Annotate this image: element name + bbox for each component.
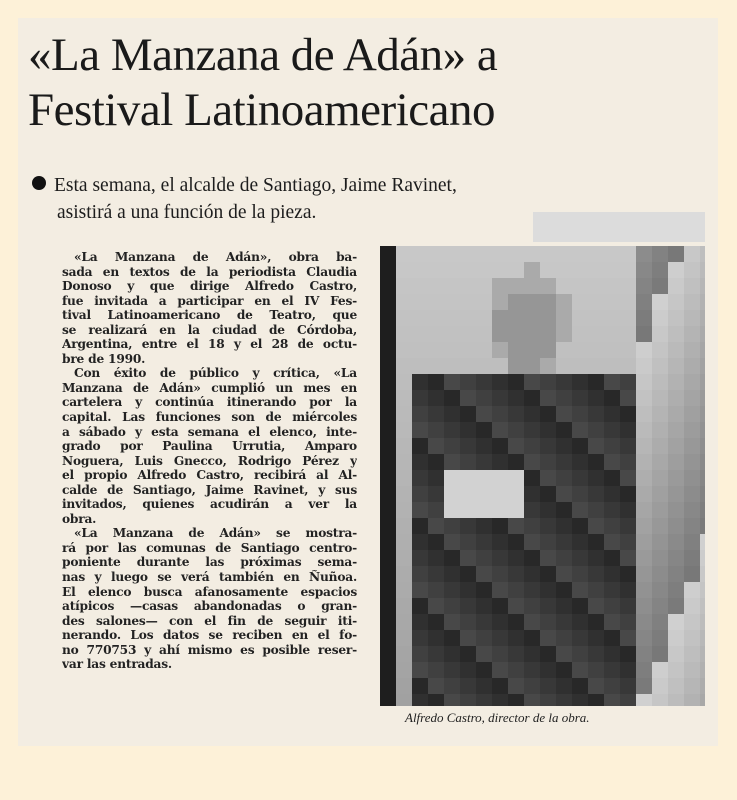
article-line: tival Latinoamericano de Teatro, que [62, 308, 357, 323]
redaction-band [533, 212, 705, 242]
article-line: calde de Santiago, Jaime Ravinet, y sus [62, 482, 357, 497]
article-body [62, 250, 357, 672]
article-line: El elenco busca afanosamente espacios [62, 584, 357, 599]
article-line: fue invitada a participar en el IV Fes- [62, 293, 357, 308]
article-line: no 770753 y ahí mismo es posible reser- [62, 642, 357, 657]
headline [28, 28, 708, 138]
article-line: poniente durante las próximas sema- [62, 555, 357, 570]
pixelated-portrait [380, 246, 705, 706]
article-line: «La Manzana de Adán» se mostra- [74, 526, 357, 541]
portrait-photo [380, 246, 705, 706]
article-line: nerando. Los datos se reciben en el fo- [62, 628, 357, 643]
photo-caption: Alfredo Castro, director de la obra. [405, 710, 590, 725]
article-line: bre de 1990. [62, 351, 146, 366]
article-line: Manzana de Adán» cumplió un mes en [62, 380, 357, 395]
article-line: «La Manzana de Adán», obra ba- [74, 250, 357, 264]
article-line: capital. Las funciones son de miércoles [62, 410, 357, 425]
headline-line-1: «La Manzana de Adán» a [28, 29, 498, 81]
subheadline-line-2: asistirá a una función de la pieza. [57, 202, 317, 223]
article-line: Argentina, entre el 18 y el 28 de octu- [62, 337, 357, 352]
article-line: atípicos —casas abandonadas o gran- [62, 599, 357, 614]
article-line: sada en textos de la periodista Claudia [62, 264, 357, 279]
article-line: rá por las comunas de Santiago centro- [62, 540, 357, 555]
subheadline-line-1: Esta semana, el alcalde de Santiago, Jaime Ravinet, [54, 175, 457, 196]
article-line: invitados, quienes acudirán a ver la [62, 497, 357, 512]
article-line: Noguera, Luis Gnecco, Rodrigo Pérez y [62, 453, 357, 468]
article-line: grado por Paulina Urrutia, Amparo [62, 439, 357, 454]
article-line: cartelera y continúa itinerando por la [62, 395, 357, 410]
article-line: se realizará en la ciudad de Córdoba, [62, 322, 357, 337]
article-line: des salones— con el fin de seguir iti- [62, 613, 357, 628]
subheadline [32, 172, 457, 226]
article-line: obra. [62, 511, 97, 526]
article-line: el propio Alfredo Castro, recibirá al Al- [62, 468, 357, 483]
bullet-icon [32, 176, 46, 190]
headline-line-2: Festival Latinoamericano [28, 84, 495, 136]
article-line: a sábado y esta semana el elenco, inte- [62, 424, 357, 439]
article-line: nas y luego se verá también en Ñuñoa. [62, 570, 357, 585]
article-line: Con éxito de público y crítica, «La [74, 366, 357, 381]
article-line: Donoso y que dirige Alfredo Castro, [62, 279, 357, 294]
article-line: var las entradas. [62, 657, 172, 672]
